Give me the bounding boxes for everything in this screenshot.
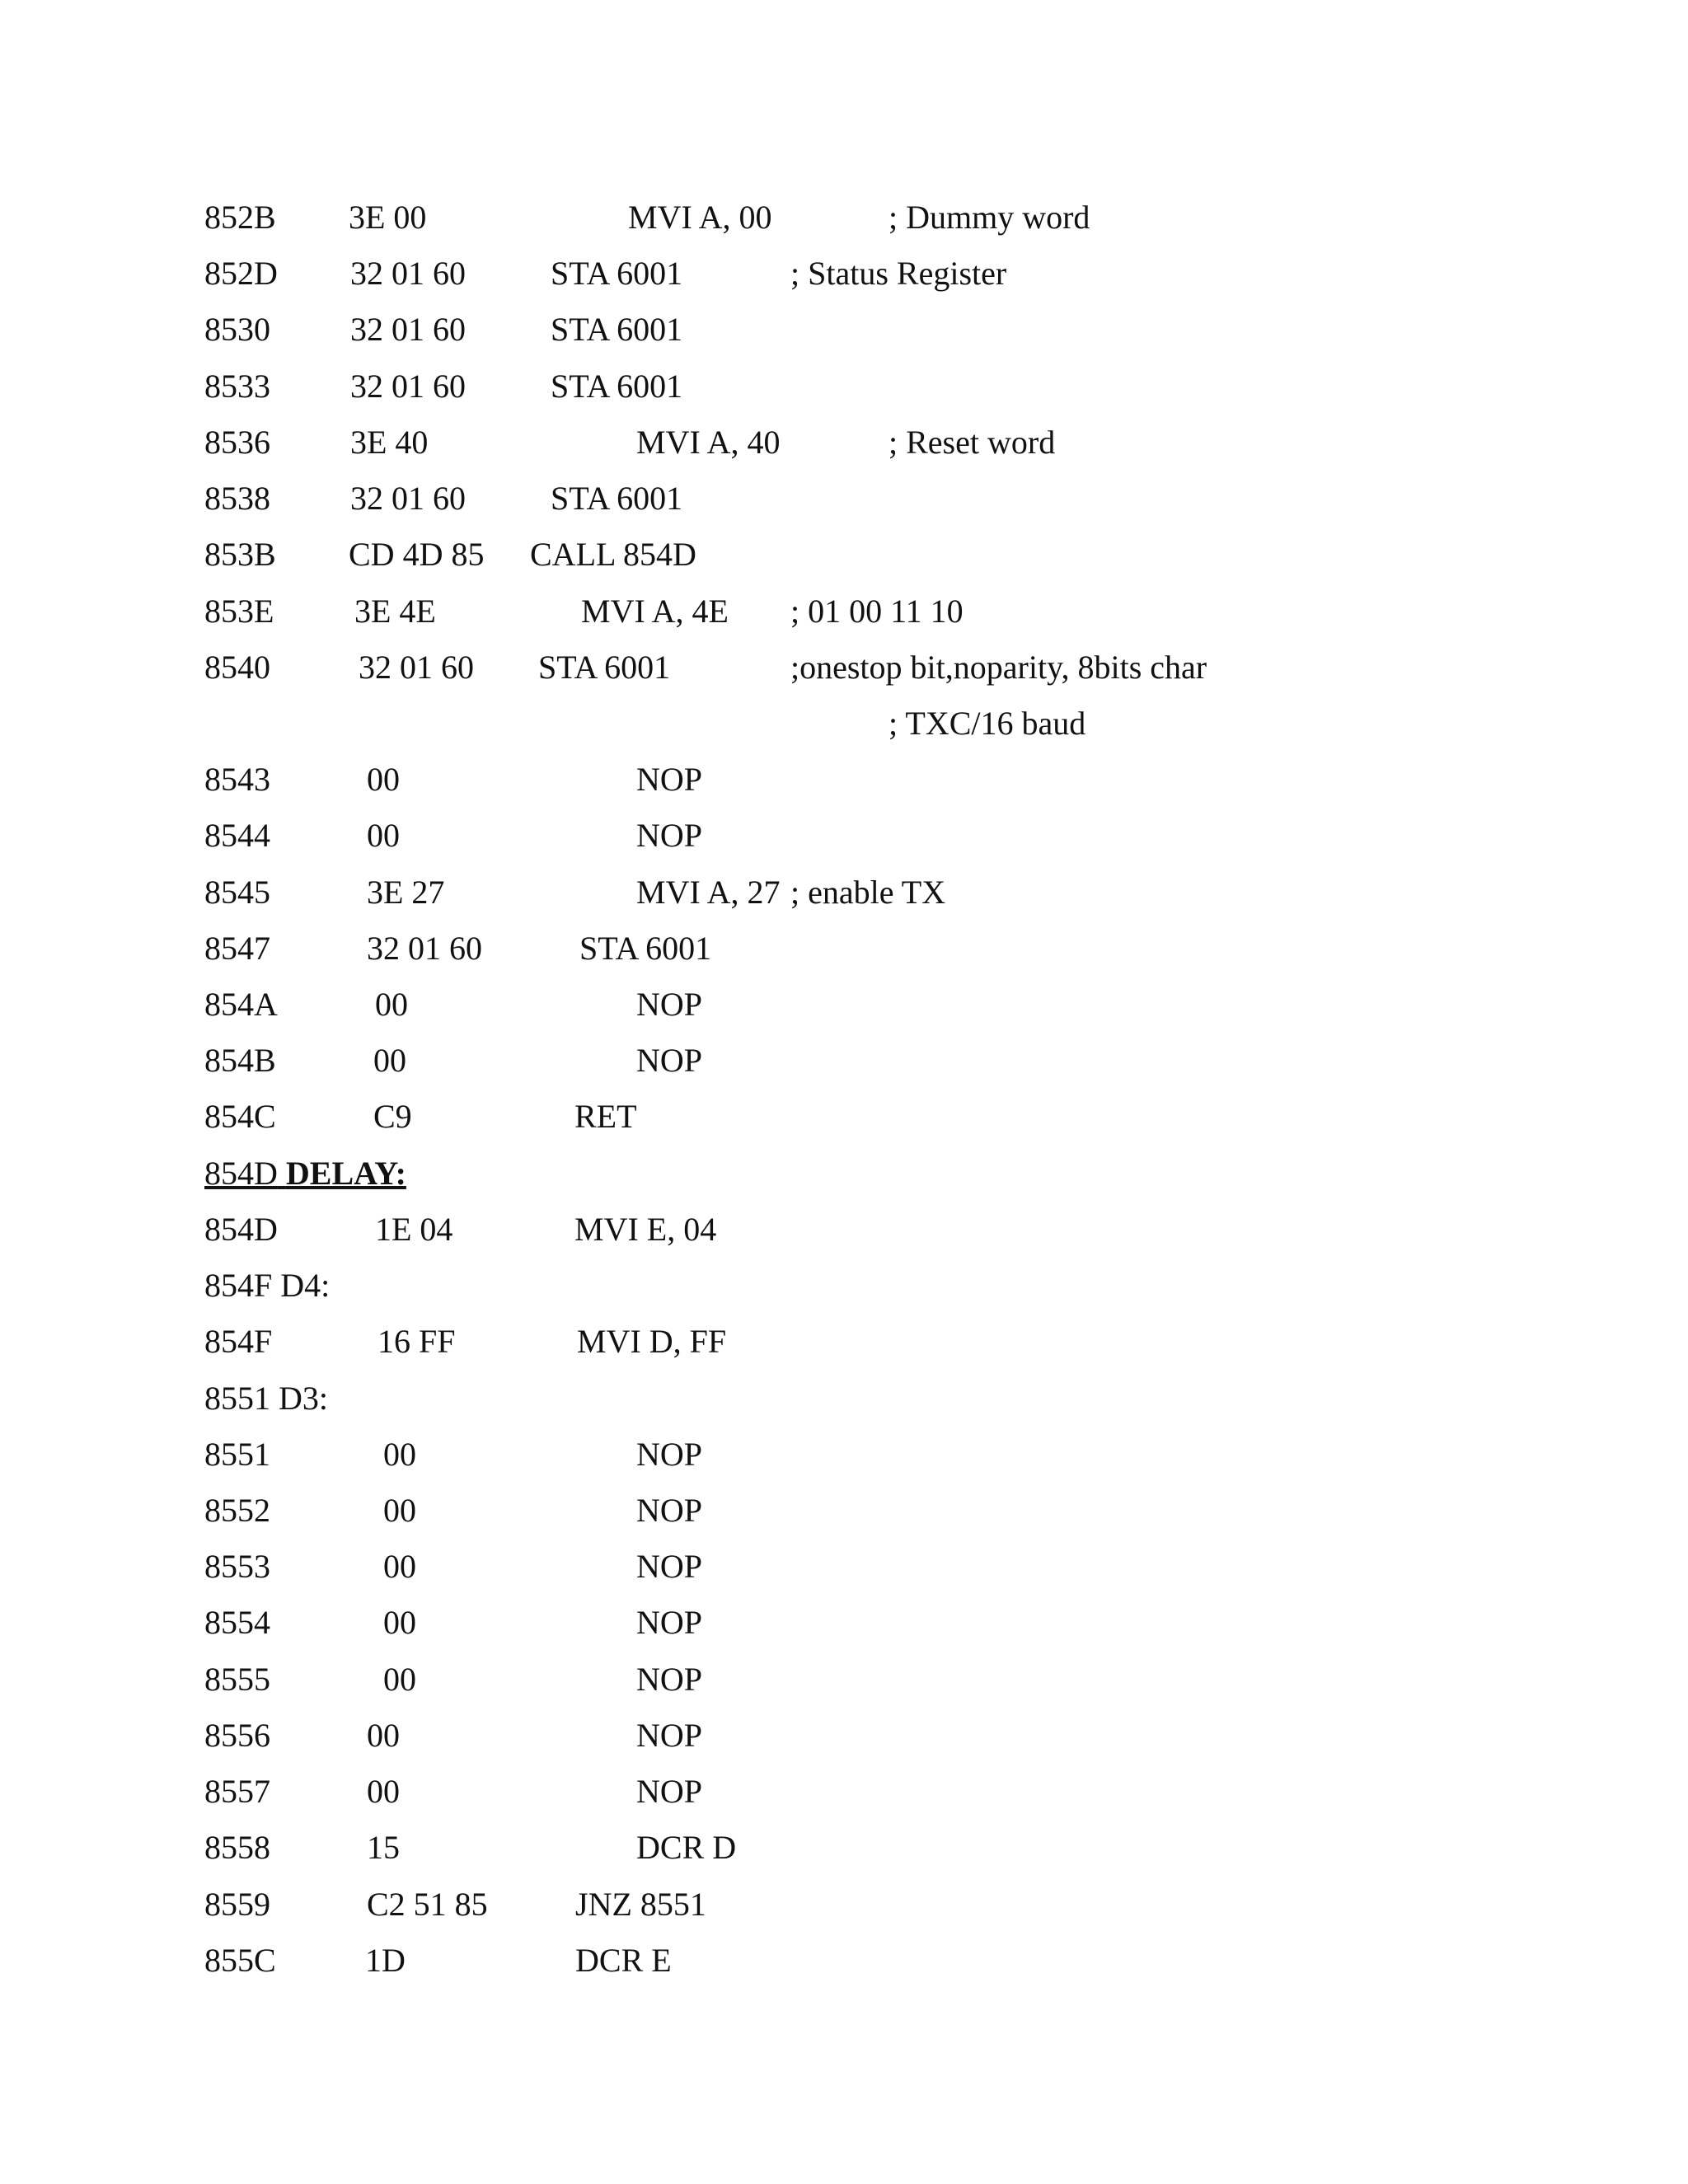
row-instruction: NOP	[636, 817, 703, 854]
row-opcode: 00	[367, 761, 400, 798]
row-address: 853B	[204, 536, 276, 573]
row-opcode: 1D	[365, 1942, 406, 1979]
row-address: 8543	[204, 761, 270, 798]
row-instruction: DCR E	[575, 1942, 672, 1979]
row-comment: ; Dummy word	[889, 199, 1090, 236]
row-address: 854B	[204, 1042, 276, 1079]
row-address: 8540	[204, 649, 270, 686]
row-instruction: MVI A, 27	[636, 874, 781, 911]
row-comment: ; 01 00 11 10	[790, 593, 964, 630]
row-comment: ; enable TX	[790, 874, 946, 911]
row-instruction: MVI A, 4E	[581, 593, 729, 630]
delay-label-address: 854D	[204, 1155, 278, 1192]
row-opcode: 1E 04	[375, 1211, 453, 1248]
row-address: 8551	[204, 1436, 270, 1473]
row-address: 8554	[204, 1604, 270, 1641]
row-opcode: C9	[373, 1098, 412, 1135]
row-instruction: NOP	[636, 1604, 703, 1641]
delay-label	[204, 1157, 406, 1190]
row-instruction: NOP	[636, 1548, 703, 1585]
row-address: 8533	[204, 368, 270, 405]
row-opcode: 00	[383, 1436, 416, 1473]
row-opcode: 00	[367, 1773, 400, 1810]
row-address: 8553	[204, 1548, 270, 1585]
row-opcode: 32 01 60	[350, 368, 466, 405]
row-opcode: C2 51 85	[367, 1886, 488, 1923]
row-address: 854C	[204, 1098, 276, 1135]
row-instruction: STA 6001	[551, 311, 683, 348]
row-opcode: 00	[383, 1661, 416, 1698]
row-instruction: MVI E, 04	[574, 1211, 717, 1248]
row-instruction: STA 6001	[551, 368, 683, 405]
row-instruction: NOP	[636, 1436, 703, 1473]
row-opcode: 00	[375, 986, 408, 1023]
row-comment: ; TXC/16 baud	[889, 705, 1086, 742]
row-address: 8538	[204, 480, 270, 517]
row-opcode: 32 01 60	[359, 649, 474, 686]
row-opcode: 00	[367, 1717, 400, 1754]
row-comment: ; Status Register	[790, 255, 1007, 292]
row-opcode: 00	[367, 817, 400, 854]
row-address: 8558	[204, 1829, 270, 1866]
row-instruction: CALL 854D	[530, 536, 696, 573]
row-address: 8552	[204, 1492, 270, 1529]
row-address: 8556	[204, 1717, 270, 1754]
row-opcode: 3E 27	[367, 874, 445, 911]
row-label: 8551 D3:	[204, 1380, 328, 1417]
row-instruction: DCR D	[636, 1829, 737, 1866]
row-opcode: 3E 4E	[354, 593, 436, 630]
row-instruction: NOP	[636, 1773, 703, 1810]
row-instruction: STA 6001	[551, 480, 683, 517]
row-instruction: NOP	[636, 761, 703, 798]
row-address: 8559	[204, 1886, 270, 1923]
row-address: 8545	[204, 874, 270, 911]
row-opcode: 32 01 60	[350, 255, 466, 292]
row-opcode: 32 01 60	[367, 930, 482, 967]
row-instruction: MVI A, 40	[636, 424, 781, 461]
row-opcode: 00	[383, 1604, 416, 1641]
row-instruction: NOP	[636, 1717, 703, 1754]
row-opcode: 15	[367, 1829, 400, 1866]
delay-label-name: DELAY:	[285, 1155, 406, 1192]
row-address: 8530	[204, 311, 270, 348]
row-address: 8544	[204, 817, 270, 854]
row-opcode: 32 01 60	[350, 480, 466, 517]
row-opcode: 00	[383, 1548, 416, 1585]
row-opcode: 32 01 60	[350, 311, 466, 348]
row-instruction: MVI A, 00	[628, 199, 772, 236]
row-address: 8557	[204, 1773, 270, 1810]
row-opcode: 00	[373, 1042, 406, 1079]
row-instruction: NOP	[636, 1042, 703, 1079]
row-address: 853E	[204, 593, 274, 630]
row-address: 854D	[204, 1211, 278, 1248]
row-address: 854F	[204, 1323, 273, 1360]
row-label: 854F D4:	[204, 1267, 331, 1304]
row-address: 854A	[204, 986, 278, 1023]
row-opcode: 3E 40	[350, 424, 429, 461]
row-instruction: STA 6001	[538, 649, 671, 686]
row-instruction: STA 6001	[579, 930, 712, 967]
row-instruction: MVI D, FF	[577, 1323, 727, 1360]
row-address: 852B	[204, 199, 276, 236]
row-comment: ;onestop bit,noparity, 8bits char	[790, 649, 1207, 686]
row-address: 8547	[204, 930, 270, 967]
row-address: 855C	[204, 1942, 276, 1979]
row-opcode: 00	[383, 1492, 416, 1529]
row-instruction: NOP	[636, 1492, 703, 1529]
row-comment: ; Reset word	[889, 424, 1056, 461]
row-opcode: CD 4D 85	[349, 536, 485, 573]
row-instruction: RET	[574, 1098, 637, 1135]
row-address: 852D	[204, 255, 278, 292]
row-address: 8555	[204, 1661, 270, 1698]
row-opcode: 3E 00	[349, 199, 427, 236]
row-instruction: JNZ 8551	[575, 1886, 706, 1923]
row-instruction: NOP	[636, 986, 703, 1023]
row-instruction: STA 6001	[551, 255, 683, 292]
row-instruction: NOP	[636, 1661, 703, 1698]
row-address: 8536	[204, 424, 270, 461]
row-opcode: 16 FF	[377, 1323, 456, 1360]
